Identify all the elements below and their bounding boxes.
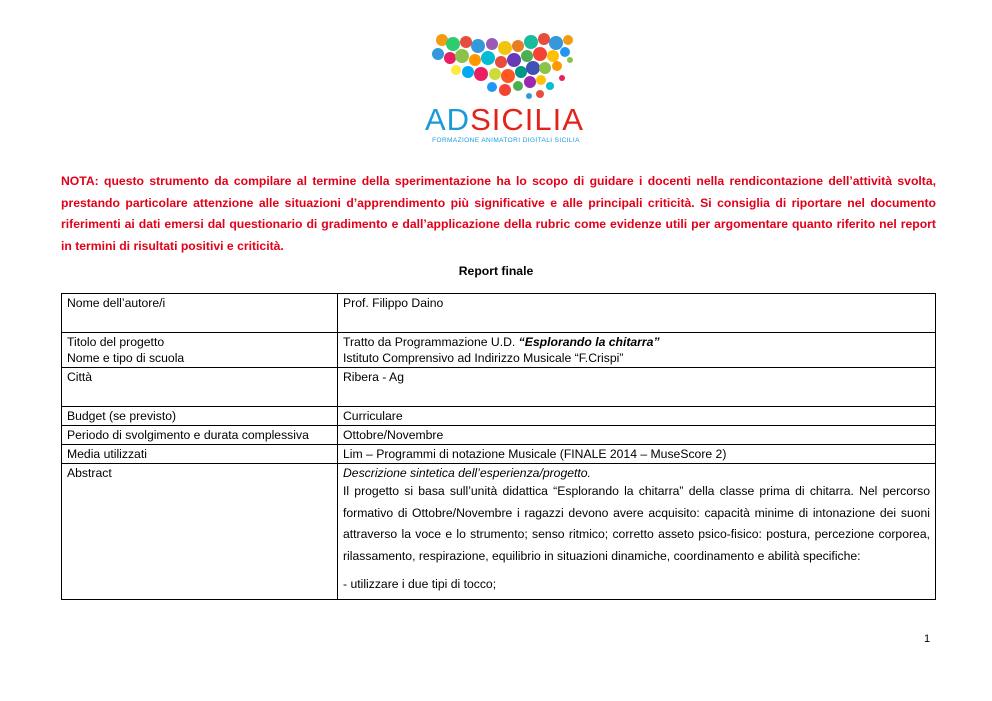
titolo-scuola-values xyxy=(338,333,936,368)
logo-wordmark xyxy=(425,104,595,135)
page-number: 1 xyxy=(924,633,931,645)
abstract-body: Il progetto si basa sull’unità didattica “Esplorando la chitarra” della classe prima di chitarra. Nel percorso formativo di Ottobre/Novembre i ragazzi devono avere acquisito: capacità minime di intonazione dei suoni attraverso la voce e lo strumento; senso ritmico; corretto asseto psico-fisico: postura, percezione corporea, rilassamento, respirazione, equilibrio in situazioni dinamiche, coordinamento e abilità specifiche: xyxy=(343,484,930,563)
autore-label: Nome dell’autore/i xyxy=(62,294,338,333)
abstract-label: Abstract xyxy=(62,464,338,600)
autore-value: Prof. Filippo Daino xyxy=(338,294,936,333)
report-table xyxy=(61,293,936,600)
table-row-citta xyxy=(62,368,936,407)
periodo-label: Periodo di svolgimento e durata complessiva xyxy=(62,426,338,445)
table-row-titolo-scuola xyxy=(62,333,936,368)
abstract-bullet: - utilizzare i due tipi di tocco; xyxy=(343,577,497,591)
logo-subtitle: FORMAZIONE ANIMATORI DIGITALI SICILIA xyxy=(432,137,580,144)
table-row-periodo xyxy=(62,426,936,445)
table-row-budget xyxy=(62,407,936,426)
periodo-value: Ottobre/Novembre xyxy=(338,426,936,445)
citta-value: Ribera - Ag xyxy=(338,368,936,407)
titolo-value-prefix: Tratto da Programmazione U.D. xyxy=(343,335,516,349)
citta-label: Città xyxy=(62,368,338,407)
titolo-scuola-labels xyxy=(62,333,338,368)
abstract-value xyxy=(338,464,936,600)
scuola-value: Istituto Comprensivo ad Indirizzo Musicale “F.Crispi” xyxy=(343,351,624,365)
media-label: Media utilizzati xyxy=(62,445,338,464)
report-title: Report finale xyxy=(458,264,534,278)
titolo-label: Titolo del progetto xyxy=(67,335,165,349)
abstract-heading: Descrizione sintetica dell’esperienza/progetto. xyxy=(343,466,591,480)
logo-text-sicilia: SICILIA xyxy=(470,102,584,137)
budget-label: Budget (se previsto) xyxy=(62,407,338,426)
table-row-abstract xyxy=(62,464,936,600)
table-row-autore xyxy=(62,294,936,333)
nota-paragraph: NOTA: questo strumento da compilare al termine della sperimentazione ha lo scopo di guidare i docenti nella rendicontazione dell’attività svolta, prestando particolare attenzione alle situazioni d’apprendimento più significative e alle principali criticità. Si consiglia di riportare nel documento riferimenti ai dati emersi dal questionario di gradimento e dall’applicazione della rubric come evidenze utili per argomentare quanto riferito nel report in termini di risultati positivi e criticità. xyxy=(61,174,936,253)
scuola-label: Nome e tipo di scuola xyxy=(67,351,185,365)
budget-value: Curriculare xyxy=(338,407,936,426)
titolo-value xyxy=(343,334,930,350)
titolo-value-emph: “Esplorando la chitarra” xyxy=(518,335,660,349)
logo-text-ad: AD xyxy=(425,102,471,137)
table-row-media xyxy=(62,445,936,464)
media-value: Lim – Programmi di notazione Musicale (FINALE 2014 – MuseScore 2) xyxy=(338,445,936,464)
